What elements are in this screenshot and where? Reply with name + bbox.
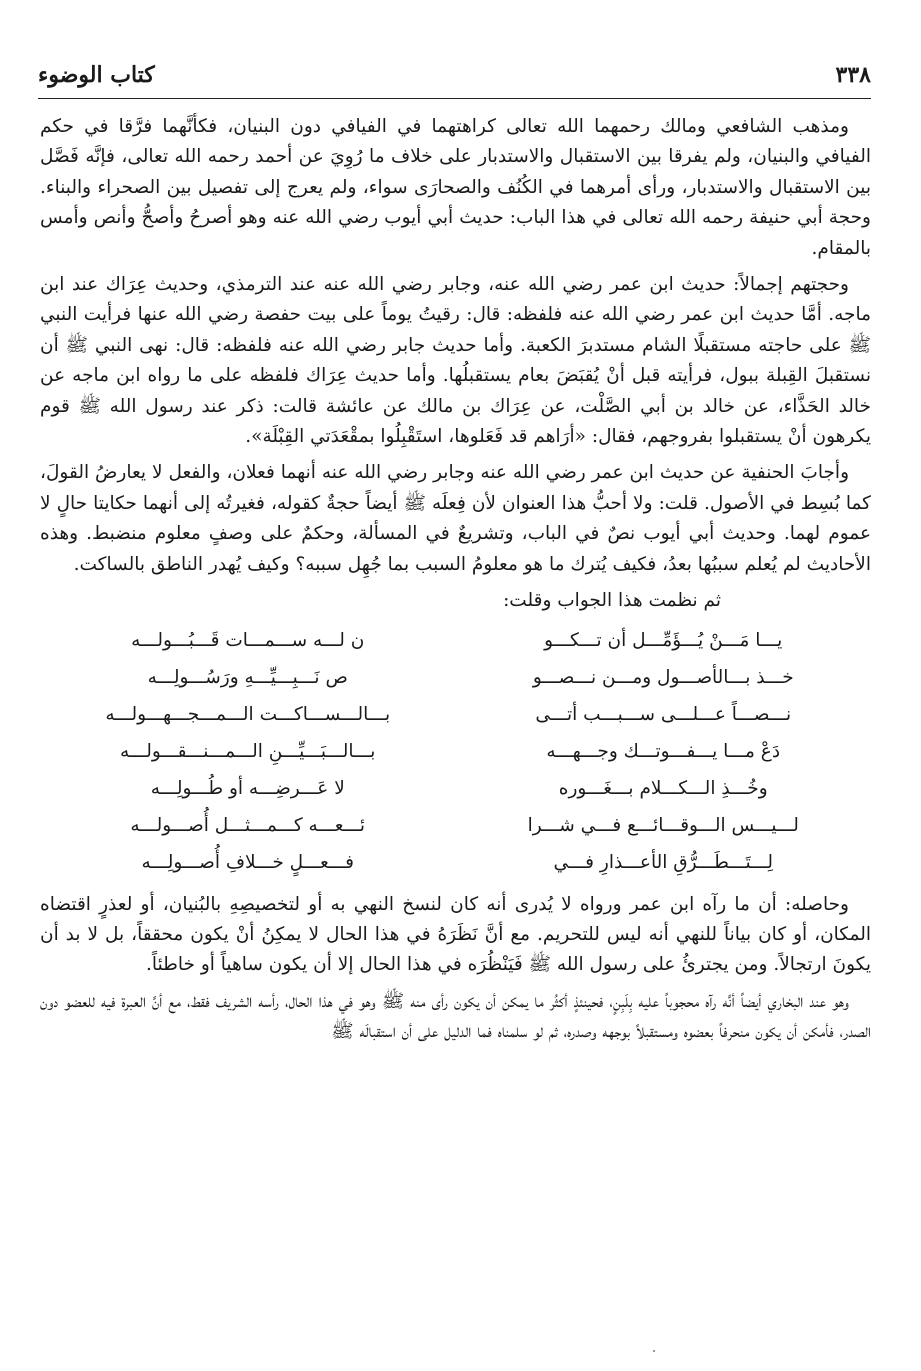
paragraph: وهو عند البخاري أيضاً أنَّه رآه محجوباً عليه بِلَبِنٍ، فحينئذٍ أكثُر ما يمكن أن يكون رأى منه ﷺ وهو في هذا الحال، رأسه الشريف فقط، مع أنَّ العبرة فيه للعضو دون الصدر، فأمكن أن يكون منحرفاً بعضوه ومستقبلاً بوجهه وصدره، ثم لو سلمناه فما الدليل على أن استقبالَه ﷺ: [40, 990, 871, 1043]
verse-second-hemistich: ئـــعـــه كـــمـــثـــل أُصـــولـــه: [130, 814, 366, 836]
verse-first-hemistich: وخُـــذِ الـــكـــلام بـــغَـــوره: [558, 777, 768, 799]
poem-verse: [40, 623, 871, 660]
verse-first-hemistich: لِـــتَـــطَـــرُّقِ الأعـــذارِ فـــي: [553, 851, 774, 873]
running-title: كتاب الوضوء: [38, 62, 155, 88]
paragraph: وأجابَ الحنفية عن حديث ابن عمر رضي الله عنه وجابر رضي الله عنه أنهما فعلان، والفعل لا يعارضُ القولَ، كما بُسِط في الأصول. قلت: ولا أحبُّ هذا العنوان لأن فِعلَه ﷺ أيضاً حجةٌ كقوله، فغيرتُه إلى أنهما حكايتا حالٍ لا عموم لهما. وحديث أبي أيوب نصٌ في الباب، وتشريعٌ في المسألة، وحكمٌ على وصفٍ معلوم منضبط. وهذه الأحاديث لم يُعلم سببُها بعدُ، فكيف يُترك ما هو معلومُ السبب بما جُهِل سببه؟ وكيف يُهدر الناطق بالساكت.: [40, 462, 871, 575]
verse-first-hemistich: دَعْ مـــا يـــفـــوتـــك وجـــهـــه: [546, 740, 781, 762]
verse-second-hemistich: ن لـــه ســـمـــات قَـــبُـــولـــه: [131, 629, 365, 651]
verse-first-hemistich: لـــيـــس الـــوقـــائـــع فـــي شـــرا: [527, 814, 799, 836]
paragraph: ومذهب الشافعي ومالك رحمهما الله تعالى كراهتهما في الفيافي دون البنيان، فكأنَّهما فرَّقا في حكم الفيافي والبنيان، ولم يفرقا بين الاستقبال والاستدبار على خلاف ما رُوِيَ عن أحمد رحمه الله تعالى، فإنَّه فَصَّل بين الاستقبال والاستدبار، ورأى أمرهما في الكُنُف والصحارَى سواء، ولم يعرج إلى تفصيل بين الصحراء والبناء. وحجة أبي حنيفة رحمه الله تعالى في هذا الباب: حديث أبي أيوب رضي الله عنه وهو أصرحُ وأصحُّ وأنص وأمس بالمقام.: [40, 116, 871, 259]
verse-second-hemistich: بـــالـــســـاكـــت الـــمـــجـــهـــولـــه: [105, 703, 391, 725]
poem-verse: [40, 808, 871, 845]
poem-verse: [40, 845, 871, 882]
page-number: ٣٣٨: [835, 62, 871, 88]
verse-second-hemistich: بـــالـــبَـــيِّـــنِ الـــمـــنـــقـــولـــه: [120, 740, 376, 762]
poem-verse: [40, 660, 871, 697]
verse-second-hemistich: فـــعـــلٍ خـــلافِ أُصـــولِـــه: [141, 851, 354, 873]
page-body: [40, 112, 871, 1054]
poem-verse: [40, 734, 871, 771]
paragraph: وحاصله: أن ما رآه ابن عمر ورواه لا يُدرى أنه كان لنسخ النهي به أو لتخصيصِهِ بالبُنيان، أو لعذرٍ اقتضاه المكان، أو كان بياناً للنهي أنه ليس للتحريم. مع أنَّ نَظَرَهُ في هذا الحال لا يمكِنُ أنْ يكون محققاً، بل لا بد أن يكونَ ارتجالاً. ومن يجترئُ على رسول الله ﷺ فَيَنْظُرَه في هذا الحال إلا أن يكون ساهياً أو خاطئاً.: [40, 893, 871, 976]
verse-first-hemistich: خـــذ بـــالأصـــول ومـــن نـــصـــو: [532, 666, 794, 688]
paper-speck: [653, 1350, 655, 1352]
verse-first-hemistich: نـــصـــاً عـــلـــى ســـبـــب أتـــى: [535, 703, 792, 725]
poem: [40, 623, 871, 882]
verse-second-hemistich: ص نَـــبِـــيِّـــهِ ورَسُـــولِـــه: [147, 666, 348, 688]
page-header: [38, 58, 871, 99]
verse-second-hemistich: لا عَـــرضِـــه أو طُـــولِـــه: [150, 777, 345, 799]
paragraph: وحجتهم إجمالاً: حديث ابن عمر رضي الله عنه، وجابر رضي الله عنه عند الترمذي، وحديث عِرَاك عند ابن ماجه. أمَّا حديث ابن عمر رضي الله عنه فلفظه: قال: رقيتُ يوماً على بيت حفصة رضي الله عنها فرأيت النبي ﷺ على حاجته مستقبلًا الشام مستدبرَ الكعبة. وأما حديث جابر رضي الله عنه فلفظه: قال: نهى النبي ﷺ أن نستقبلَ القِبلة ببول، فرأيته قبل أنْ يُقبَضَ بعام يستقبلُها. وأما حديث عِرَاك فلفظه على ما رواه ابن ماجه عن خالد الحَذَّاء، عن خالد بن أبي الصَّلْت، عن عِرَاك بن مالك عن عائشة قالت: ذكر عند رسول الله ﷺ قوم يكرهون أنْ يستقبلوا بفروجهم، فقال: «أرَاهم قد فَعَلوها، استَقْبِلُوا بمقْعَدَتي القِبْلَة».: [40, 274, 871, 448]
verse-first-hemistich: يـــا مَـــنْ يُـــؤَمِّـــل أن تـــكـــو: [544, 629, 783, 651]
poem-verse: [40, 771, 871, 808]
poem-intro: ثم نظمت هذا الجواب وقلت:: [503, 590, 721, 612]
poem-verse: [40, 697, 871, 734]
